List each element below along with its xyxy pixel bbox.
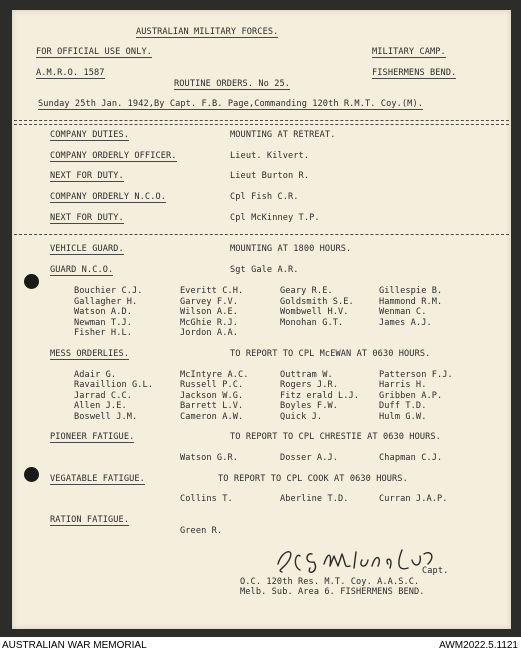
routine-orders-number: ROUTINE ORDERS. No 25. (174, 79, 291, 89)
duty-label: NEXT FOR DUTY. (50, 171, 124, 181)
mess-name: Adair G. (74, 370, 117, 380)
mess-name: Quick J. (280, 412, 323, 422)
mess-name: Hulm G.W. (379, 412, 427, 422)
vegetable-name: Collins T. (180, 494, 233, 504)
guard-name: Goldsmith S.E. (280, 297, 354, 307)
mess-name: Rogers J.R. (280, 380, 339, 390)
guard-name: Garvey F.V. (180, 297, 239, 307)
official-use-note: FOR OFFICIAL USE ONLY. (36, 47, 153, 57)
pioneer-fatigue-label: PIONEER FATIGUE. (50, 432, 135, 442)
vegetable-name: Aberline T.D. (280, 494, 349, 504)
signature-rank: Capt. (422, 566, 449, 576)
pioneer-name: Dosser A.J. (280, 453, 339, 463)
duty-value: Lieut Burton R. (230, 171, 310, 181)
divider (14, 120, 509, 121)
guard-name: Newman T.J. (74, 318, 133, 328)
duty-label: COMPANY ORDERLY OFFICER. (50, 151, 177, 161)
guard-name: Wombwell H.V. (280, 307, 349, 317)
mess-name: Russell P.C. (180, 380, 244, 390)
guard-nco-value: Sgt Gale A.R. (230, 265, 299, 275)
mess-orderlies-value: TO REPORT TO CPL McEWAN AT 0630 HOURS. (230, 349, 431, 359)
mess-name: Duff T.D. (379, 401, 427, 411)
mess-name: Jackson W.G. (180, 391, 244, 401)
guard-name: Monohan G.T. (280, 318, 344, 328)
punch-hole (24, 467, 39, 482)
guard-name: Hammond R.M. (379, 297, 443, 307)
mess-name: Harris H. (379, 380, 427, 390)
mess-name: Cameron A.W. (180, 412, 244, 422)
footer-accession: AWM2022.5.1121 (439, 640, 518, 651)
mess-name: Barrett L.V. (180, 401, 244, 411)
guard-name: Wilson A.E. (180, 307, 239, 317)
vegetable-name: Curran J.A.P. (379, 494, 448, 504)
vegetable-fatigue-label: VEGATABLE FATIGUE. (50, 474, 145, 484)
duty-label: NEXT FOR DUTY. (50, 213, 124, 223)
divider (14, 234, 509, 235)
duty-value: Lieut. Kilvert. (230, 151, 310, 161)
duty-label: COMPANY DUTIES. (50, 130, 130, 140)
guard-name: Gillespie B. (379, 286, 443, 296)
signature-line-2: Melb. Sub. Area 6. FISHERMENS BEND. (240, 587, 425, 597)
mess-name: Ravaillion G.L. (74, 380, 154, 390)
guard-name: Fisher H.L. (74, 328, 133, 338)
guard-name: Bouchier C.J. (74, 286, 143, 296)
guard-name: Watson A.D. (74, 307, 133, 317)
guard-name: Geary R.E. (280, 286, 333, 296)
mess-name: Boyles F.W. (280, 401, 339, 411)
guard-name: Gallagher H. (74, 297, 138, 307)
guard-nco-label: GUARD N.C.O. (50, 265, 114, 275)
guard-name: James A.J. (379, 318, 432, 328)
mess-name: Gribben A.P. (379, 391, 443, 401)
divider (14, 124, 509, 125)
document-title: AUSTRALIAN MILITARY FORCES. (136, 27, 279, 37)
vehicle-guard-value: MOUNTING AT 1800 HOURS. (230, 244, 352, 254)
mess-name: Boswell J.M. (74, 412, 138, 422)
handwritten-signature (272, 542, 442, 582)
pioneer-name: Chapman C.J. (379, 453, 443, 463)
duty-value: MOUNTING AT RETREAT. (230, 130, 336, 140)
mess-name: Patterson F.J. (379, 370, 453, 380)
mess-name: Jarrad C.C. (74, 391, 133, 401)
mess-name: Fitz erald L.J. (280, 391, 360, 401)
footer-institution: AUSTRALIAN WAR MEMORIAL (2, 640, 147, 651)
date-line: Sunday 25th Jan. 1942,By Capt. F.B. Page,Commanding 120th R.M.T. Coy.(M). (38, 99, 423, 109)
ration-name: Green R. (180, 526, 223, 536)
document-sheet (12, 10, 511, 629)
camp-location: FISHERMENS BEND. (372, 68, 457, 78)
mess-name: McIntyre A.C. (180, 370, 249, 380)
punch-hole (24, 274, 39, 289)
camp-label: MILITARY CAMP. (372, 47, 446, 57)
duty-label: COMPANY ORDERLY N.C.O. (50, 192, 167, 202)
duty-value: Cpl McKinney T.P. (230, 213, 320, 223)
pioneer-name: Watson G.R. (180, 453, 239, 463)
guard-name: Wenman C. (379, 307, 427, 317)
vegetable-fatigue-value: TO REPORT TO CPL COOK AT 0630 HOURS. (218, 474, 408, 484)
duty-value: Cpl Fish C.R. (230, 192, 299, 202)
guard-name: McGhie R.J. (180, 318, 239, 328)
vehicle-guard-label: VEHICLE GUARD. (50, 244, 124, 254)
order-reference: A.M.R.O. 1587 (36, 68, 105, 78)
guard-name: Jordon A.A. (180, 328, 239, 338)
signature-line-1: O.C. 120th Res. M.T. Coy. A.A.S.C. (240, 577, 420, 587)
mess-name: Outtram W. (280, 370, 333, 380)
ration-fatigue-label: RATION FATIGUE. (50, 515, 130, 525)
mess-orderlies-label: MESS ORDERLIES. (50, 349, 130, 359)
pioneer-fatigue-value: TO REPORT TO CPL CHRESTIE AT 0630 HOURS. (230, 432, 441, 442)
guard-name: Everitt C.H. (180, 286, 244, 296)
mess-name: Allen J.E. (74, 401, 127, 411)
